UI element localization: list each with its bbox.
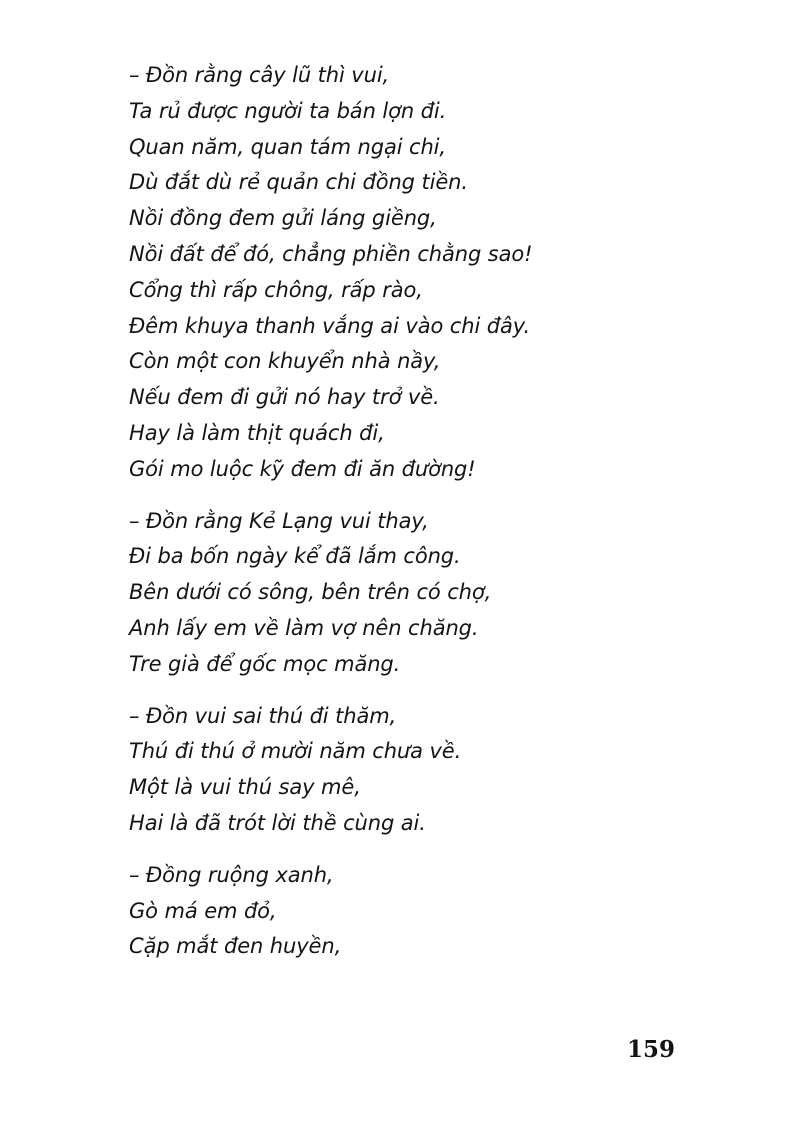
verse-line: Cổng thì rấp chông, rấp rào, [129,277,423,302]
verse-line: Thú đi thú ở mười năm chưa về. [129,739,462,764]
poem-body [129,58,689,981]
verse-line: Ta rủ được người ta bán lợn đi. [129,98,447,123]
verse-line: Dù đắt dù rẻ quản chi đồng tiền. [129,170,468,195]
verse-line: Gói mo luộc kỹ đem đi ăn đường! [129,456,476,481]
verse-line: Nồi đồng đem gửi láng giềng, [129,206,437,231]
verse-line: Đi ba bốn ngày kể đã lắm công. [129,544,461,569]
verse-line: Gò má em đỏ, [129,898,277,923]
verse-line: Hai là đã trót lời thề cùng ai. [129,810,426,835]
verse-line: Đêm khuya thanh vắng ai vào chi đây. [129,313,531,338]
verse-line: Nếu đem đi gửi nó hay trở về. [129,385,440,410]
stanza-2 [129,504,689,683]
stanza-4 [129,858,689,965]
verse-line: – Đồng ruộng xanh, [129,862,334,887]
verse-line: Còn một con khuyển nhà nầy, [129,349,441,374]
page-number: 159 [627,1036,676,1063]
verse-line: – Đồn rằng cây lũ thì vui, [129,63,390,87]
verse-line: Hay là làm thịt quách đi, [129,420,385,445]
stanza-1 [129,58,689,488]
verse-line: – Đồn vui sai thú đi thăm, [129,703,397,728]
verse-line: Tre già để gốc mọc măng. [129,651,401,676]
verse-line: Nồi đất để đó, chẳng phiền chằng sao! [129,241,533,266]
verse-line: Anh lấy em về làm vợ nên chăng. [129,615,479,640]
verse-line: Bên dưới có sông, bên trên có chợ, [129,580,492,605]
verse-line: – Đồn rằng Kẻ Lạng vui thay, [129,508,429,533]
verse-line: Quan năm, quan tám ngại chi, [129,134,446,159]
stanza-3 [129,699,689,842]
verse-line: Cặp mắt đen huyền, [129,934,342,959]
verse-line: Một là vui thú say mê, [129,775,361,800]
